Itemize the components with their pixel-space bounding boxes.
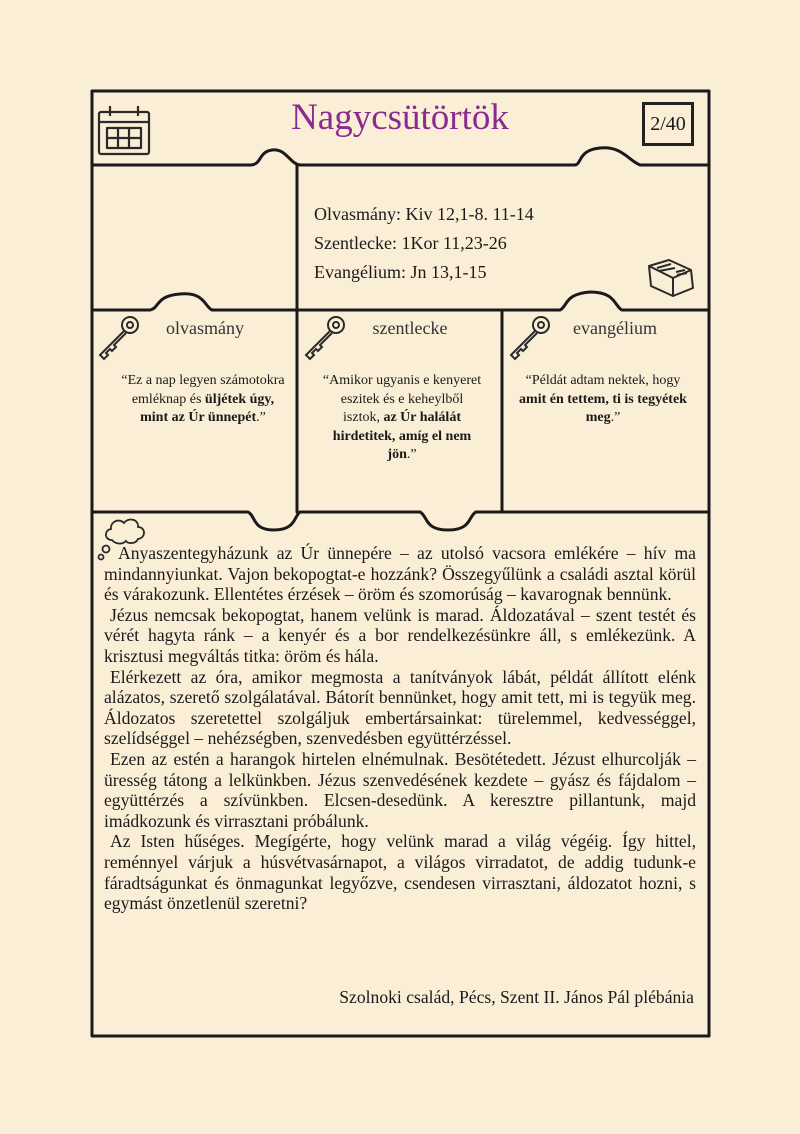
quote-evangelium xyxy=(518,372,688,428)
reading-second: Szentlecke: 1Kor 11,23-26 xyxy=(314,233,507,253)
readings-list xyxy=(314,200,534,287)
quote-emphasis: az Úr halálát hirdetitek, amíg el nem jön xyxy=(332,410,472,462)
open-book-icon xyxy=(645,256,697,300)
quote-emphasis: amit én tettem, ti is tegyétek meg xyxy=(519,391,687,425)
key-icon xyxy=(505,312,555,362)
calendar-icon xyxy=(96,104,154,158)
key-icon xyxy=(94,312,144,362)
reflection-paragraph: Az Isten hűséges. Megígérte, hogy velünk marad a világ végéig. Így hittel, reménnyel várjuk a húsvétvasárnapot, a világos virradatot, de addig tudunk-e fáradtságunkat és önmagunkat legyőzve, csendesen virrasztani, áldozatot hozni, s egymást önzetlenül szeretni? xyxy=(104,831,696,914)
reflection-paragraph: Jézus nemcsak bekopogtat, hanem velünk is marad. Áldozatával – szent testét és vérét hagyta ránk – a kenyér és a bor rendelkezésünkre áll, s emlékezünk. A krisztusi megváltás titka: öröm és hála. xyxy=(104,604,696,666)
quote-szentlecke xyxy=(322,372,482,465)
page-title: Nagycsütörtök xyxy=(291,97,509,138)
quote-emphasis: üljétek úgy, mint az Úr ünnepét xyxy=(140,391,275,425)
page-number-badge: 2/40 xyxy=(642,102,694,146)
reflection-paragraph: Ezen az estén a harangok hirtelen elnémulnak. Besötétedett. Jézust elhurcolják – üresség tátong a lelkünkben. Jézus szenvedésének kezdete – gyász és fájdalom – együttérzés a szívünkben. Elcsen-desedünk. A keresztre pillantunk, majd imádkozunk és virrasztani próbálunk. xyxy=(104,748,696,831)
quote-end: .” xyxy=(256,410,266,425)
quote-text: “Példát adtam nektek, hogy xyxy=(525,373,681,388)
reflection-text xyxy=(104,543,696,914)
reflection-paragraph: Anyaszentegyházunk az Úr ünnepére – az utolsó vacsora emlékére – hív ma mindannyiunkat. Vajon bekopogtat-e hozzánk? Összegyűlünk a családi asztal körül és várakozunk. Ellentétes érzések – öröm és szomorúság – kavarognak bennünk. xyxy=(104,543,696,605)
key-icon xyxy=(300,312,350,362)
column-heading-olvasmany: olvasmány xyxy=(166,318,244,338)
column-heading-szentlecke: szentlecke xyxy=(372,318,448,338)
column-heading-evangelium: evangélium xyxy=(573,318,657,338)
signature: Szolnoki család, Pécs, Szent II. János Pál plébánia xyxy=(339,987,694,1007)
reading-gospel: Evangélium: Jn 13,1-15 xyxy=(314,262,487,282)
reading-first: Olvasmány: Kiv 12,1-8. 11-14 xyxy=(314,204,534,224)
quote-olvasmany xyxy=(118,372,288,428)
quote-end: .” xyxy=(406,447,417,462)
quote-text: “Amikor ugyanis e kenyeret eszitek és e keheylből isztok, xyxy=(322,373,482,425)
quote-text: “Ez a nap legyen számotokra emléknap és xyxy=(121,373,285,407)
quote-end: .” xyxy=(610,410,621,425)
reflection-paragraph: Elérkezett az óra, amikor megmosta a tanítványok lábát, példát állított elénk alázatos, szerető szolgálatával. Bátorít bennünket, hogy amit tett, mi is tegyük meg. Áldozatos szeretettel szolgáljuk embertársainkat: türelemmel, kedvességgel, szelídséggel – nehézségben, szenvedésben együttérzéssel. xyxy=(104,666,696,749)
